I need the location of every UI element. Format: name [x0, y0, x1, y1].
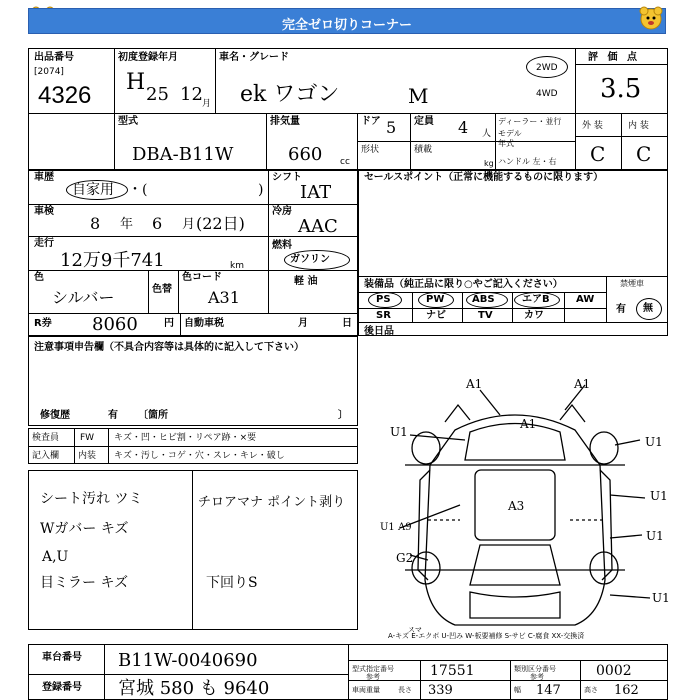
registration-year: 25 [146, 84, 169, 105]
usage-value: 自家用 [72, 182, 114, 198]
equipment-item: SR [376, 310, 391, 321]
tax-day: 日 [342, 318, 352, 329]
fuel-oil: 軽 油 [294, 276, 318, 287]
category-ref: 参考 [530, 673, 544, 681]
inspection-label: 車検 [34, 206, 54, 217]
rear-seat-label: 後日品 [364, 326, 394, 337]
mileage-value: 12万9千741 [60, 250, 165, 271]
lot-code: [2074] [34, 67, 64, 77]
notes-label: 注意事項申告欄（不具合内容等は具体的に記入して下さい） [34, 342, 304, 353]
lot-label: 出品番号 [34, 52, 74, 63]
dealer-model: モデル [498, 129, 522, 138]
handle-label: ハンドル 左・右 [498, 157, 557, 166]
damage-mark: A3 [508, 499, 525, 513]
mileage-label: 走行 [34, 238, 54, 249]
length-label: 長さ [398, 686, 412, 694]
rating-label: 評 価 点 [588, 52, 640, 63]
height-label: 高さ [584, 686, 598, 694]
displacement-label: 排気量 [270, 116, 300, 127]
shape-label: 形状 [361, 145, 380, 155]
header-bar [28, 8, 666, 34]
spec-ref: 参考 [366, 673, 380, 681]
remark-line: シート汚れ ツミ [40, 491, 143, 507]
equipment-item: ナビ [426, 310, 446, 321]
color-label: 色 [34, 272, 44, 283]
interior-grade: C [636, 142, 652, 166]
damage-mark: U1 [650, 489, 668, 503]
damage-mark: A1 [574, 377, 591, 391]
color-code-value: A31 [208, 288, 240, 307]
displacement-unit: cc [340, 157, 350, 167]
load-unit: kg [484, 159, 494, 168]
color-change-label: 色替 [152, 284, 172, 295]
shift-label: シフト [272, 172, 302, 183]
registration-number-value: 宮城 580 も 9640 [118, 678, 270, 699]
damage-mark: U1 [390, 425, 408, 439]
circle-airbag [514, 292, 560, 308]
inspection-m: 月 [182, 217, 196, 232]
inspection-y: 年 [120, 217, 134, 232]
repair-close: 〕 [338, 410, 348, 421]
damage-mark: U1 [652, 591, 670, 605]
usage-label: 車歴 [34, 172, 54, 183]
shift-value: IAT [300, 182, 332, 203]
registration-number-label: 登録番号 [42, 682, 82, 693]
mascot-icon-right [638, 6, 664, 30]
remark-line: 目ミラー キズ [40, 575, 129, 591]
displacement-value: 660 [288, 144, 323, 165]
damage-mark: G2 [396, 551, 414, 565]
remark-line: Wガバー キズ [40, 521, 129, 537]
capacity-value: 4 [458, 118, 469, 137]
non-smoking-label: 禁煙車 [620, 279, 644, 288]
tax-label: 自動車税 [184, 318, 224, 329]
equipment-nashi: 無 [643, 303, 653, 314]
chassis-label: 車台番号 [42, 652, 82, 663]
equipment-item: カワ [524, 310, 544, 321]
dealer-label: ディーラー・並行 [498, 117, 562, 126]
equipment-item: PS [376, 294, 391, 305]
damage-mark: U1 [646, 529, 664, 543]
repair-place: 〔箇所 [138, 410, 168, 421]
remark-line: 下回りS [206, 575, 258, 591]
inspection-year: 8 [90, 214, 101, 233]
damage-mark: A1 [520, 417, 537, 431]
top-section [28, 48, 668, 170]
registration-unit: 月 [202, 99, 212, 109]
inspector-label-1: 検査員 [32, 433, 60, 443]
lot-number: 4326 [38, 82, 92, 109]
mileage-unit: km [230, 261, 244, 271]
inspection-day: (22日) [196, 214, 245, 233]
recycle-label: R券 [34, 318, 52, 329]
spec-label: 型式指定番号 [352, 665, 394, 673]
width-label: 幅 [514, 686, 521, 694]
remark-line: チロアマナ ポイント剥り [198, 495, 346, 510]
category-label: 類別区分番号 [514, 665, 556, 673]
diagram-legend: A-キズ E-エクボ U-凹み W-板要補修 S-サビ C-腐食 XX-交換済 [388, 632, 585, 640]
car-name-value: ek ワゴン [240, 82, 340, 107]
doors-label: ドア [361, 116, 381, 127]
model-value: DBA-B11W [132, 144, 234, 165]
inspector-row2: キズ・汚し・コゲ・穴・スレ・キレ・破し [114, 451, 285, 461]
interior-label: 内 装 [628, 121, 649, 131]
height-value: 162 [614, 683, 639, 698]
aircon-value: AAC [298, 216, 338, 237]
spec-value: 17551 [430, 663, 475, 679]
exterior-grade: C [590, 142, 606, 166]
equipment-item: エアB [522, 294, 550, 305]
inspection-month: 6 [152, 214, 163, 233]
dealer-year: 年式 [498, 139, 514, 148]
circle-ps [368, 292, 402, 308]
equipment-item: ABS [472, 294, 495, 305]
color-value: シルバー [52, 288, 115, 307]
doors-value: 5 [386, 118, 397, 137]
repair-value: 有 [108, 410, 118, 421]
inspector-row1: キズ・凹・ヒビ割・リペア跡・×要 [114, 433, 257, 443]
car-name-label: 車名・グレード [219, 52, 289, 63]
capacity-label: 定員 [414, 116, 434, 127]
registration-era: H [126, 70, 146, 95]
damage-mark: U1 [645, 435, 663, 449]
fuel-label: 燃料 [272, 240, 292, 251]
chassis-value: B11W-0040690 [118, 650, 258, 671]
load-label: 積載 [414, 145, 433, 155]
remark-line: A,U [42, 549, 69, 565]
equipment-item: AW [576, 294, 595, 305]
fuel-gas: ガソリン [290, 254, 330, 265]
diagram-sumaho: スマ [408, 626, 422, 634]
tax-month: 月 [298, 318, 308, 329]
sales-points-label: セールスポイント（正常に機能するものに限ります） [364, 172, 604, 183]
damage-mark: A1 [466, 377, 483, 391]
usage-suffix: ・( [128, 182, 148, 198]
inspector-label-2: 記入欄 [32, 451, 60, 461]
aircon-label: 冷房 [272, 206, 292, 217]
circle-pw [418, 292, 454, 308]
recycle-value: 8060 [92, 314, 138, 335]
registration-month: 12 [180, 84, 203, 105]
registration-label: 初度登録年月 [118, 52, 178, 63]
repair-label: 修復歴 [40, 410, 70, 421]
color-code-label: 色コード [182, 272, 222, 283]
capacity-unit: 人 [482, 129, 492, 139]
equipment-item: PW [426, 294, 445, 305]
width-value: 147 [536, 683, 561, 698]
inspector-interior: 内装 [78, 451, 97, 461]
usage-close: ) [258, 182, 264, 198]
circle-abs [466, 292, 508, 308]
drive-4wd: 4WD [536, 89, 558, 99]
header-title: 完全ゼロ切りコーナー [281, 18, 412, 33]
car-grade-value: M [408, 84, 429, 108]
equipment-label: 装備品（純正品に限り○やご記入ください） [364, 279, 563, 290]
recycle-unit: 円 [164, 318, 174, 329]
rating-value: 3.5 [600, 74, 642, 104]
car-diagram [360, 370, 670, 645]
drive-2wd: 2WD [536, 63, 558, 73]
damage-mark: U1 A9 [380, 522, 412, 533]
length-value: 339 [428, 683, 453, 698]
equipment-item: TV [478, 310, 493, 321]
category-value: 0002 [596, 663, 632, 679]
equipment-ari: 有 [616, 304, 626, 315]
model-label: 型式 [118, 116, 138, 127]
exterior-label: 外 装 [582, 121, 603, 131]
inspector-fw: FW [80, 433, 95, 443]
vehicle-weight-label: 車両重量 [352, 686, 380, 694]
